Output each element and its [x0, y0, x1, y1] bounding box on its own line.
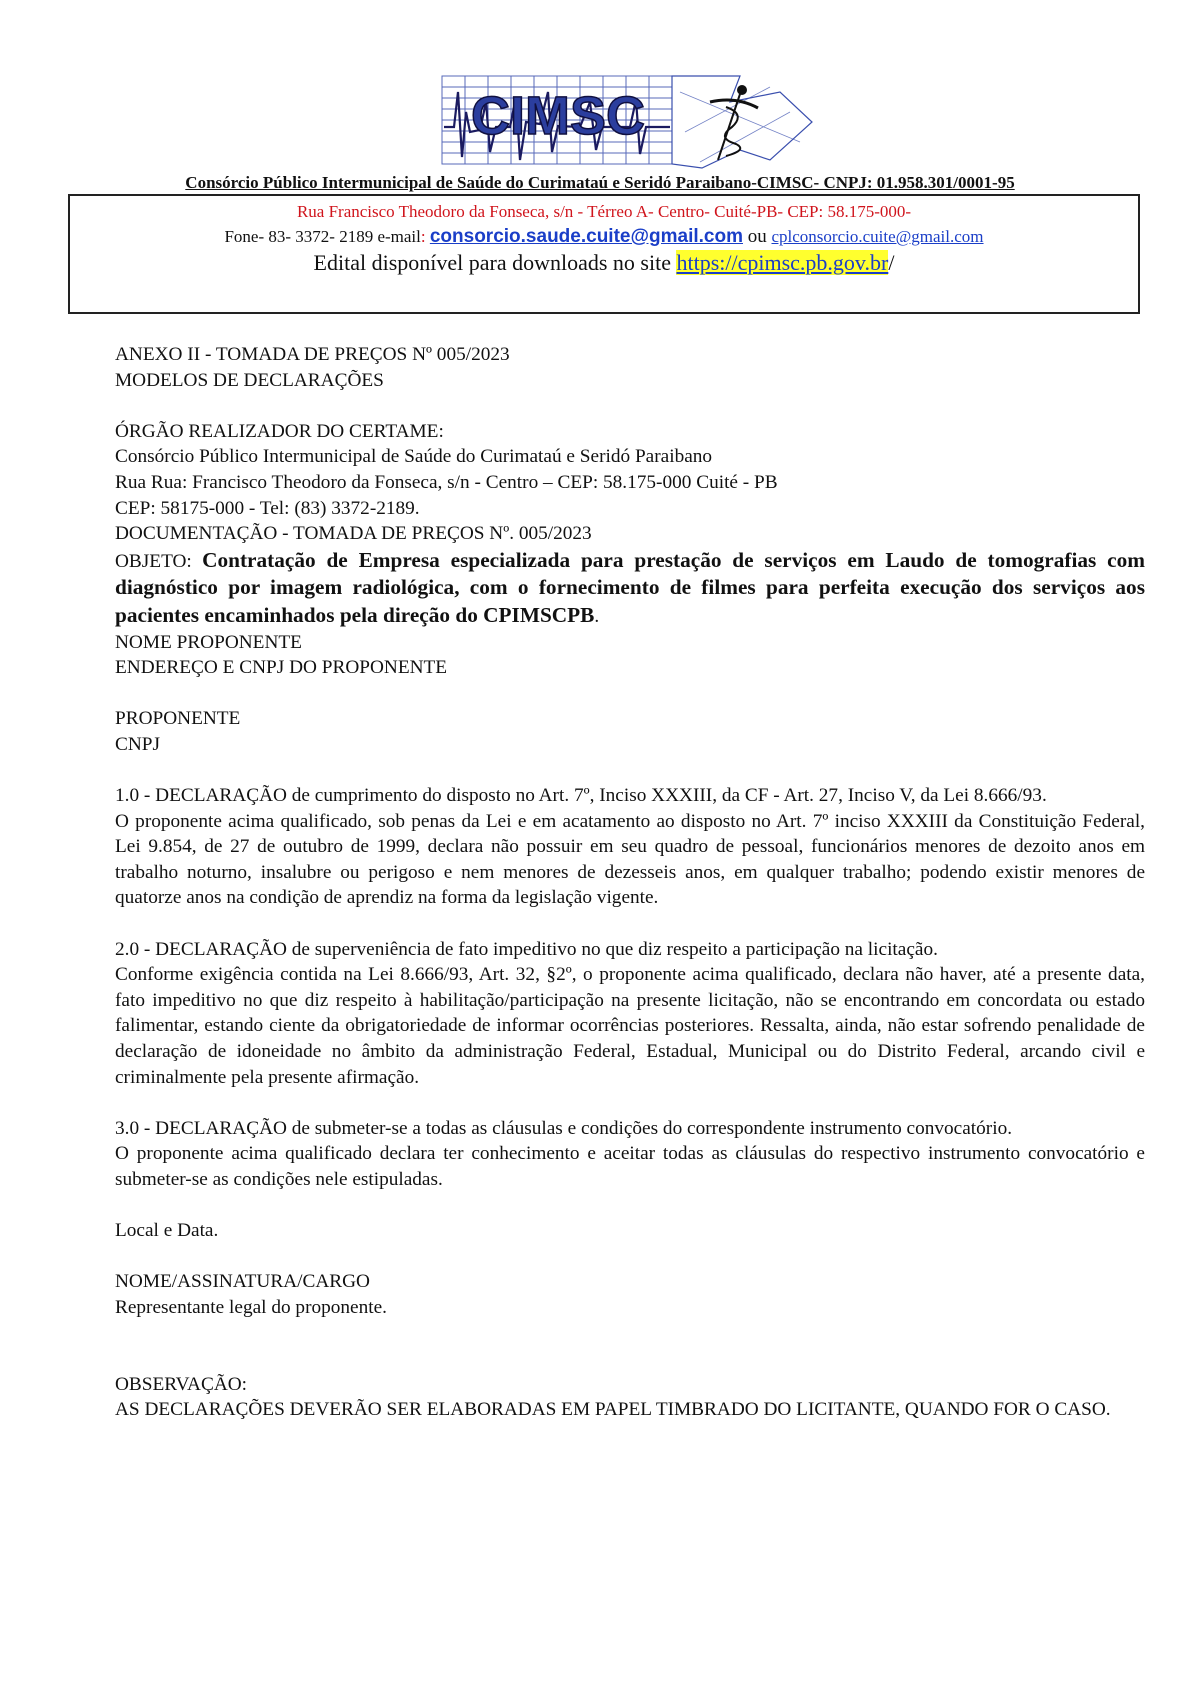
organ-label: ÓRGÃO REALIZADOR DO CERTAME: — [115, 420, 444, 442]
signature-role: Representante legal do proponente. — [115, 1296, 387, 1318]
email-secondary-link[interactable]: cplconsorcio.cuite@gmail.com — [771, 227, 984, 246]
endereco-cnpj: ENDEREÇO E CNPJ DO PROPONENTE — [115, 657, 448, 679]
edital-url-link[interactable]: https://cpimsc.pb.gov.br — [676, 250, 889, 275]
organ-address: Rua Rua: Francisco Theodoro da Fonseca, s/n - Centro – CEP: 58.175-000 Cuité - PB — [115, 471, 778, 493]
declaration-3-body: O proponente acima qualificado declara ter conhecimento e aceitar todas as cláusulas do respectivo instrumento convocatório e submeter-se as condições nele estipuladas. — [115, 1143, 1145, 1190]
edital-url-slash: / — [888, 250, 895, 275]
declaration-2-body: Conforme exigência contida na Lei 8.666/93, Art. 32, §2º, o proponente acima qualificado, declara não haver, até a presente data, fato impeditivo no que diz respeito à habilitação/participação na presente licitação, não se encontrando em concordata ou estado falimentar, estando ciente da obrigatoriedade de informar ocorrências posteriores. Ressalta, ainda, não estar sofrendo penalidade de declaração de idoneidade no âmbito da administração Federal, Estadual, Municipal ou do Distrito Federal, arcando civil e criminalmente pela presente afirmação. — [115, 964, 1145, 1088]
header-address: Rua Francisco Theodoro da Fonseca, s/n - Térreo A- Centro- Cuité-PB- CEP: 58.175-000- — [296, 202, 912, 221]
signature-label: NOME/ASSINATURA/CARGO — [115, 1271, 370, 1293]
objeto-end: . — [594, 605, 600, 627]
nome-proponente: NOME PROPONENTE — [115, 631, 302, 653]
objeto-text: Contratação de Empresa especializada para prestação de serviços em Laudo de tomografias com diagnóstico por imagem radiológica, com o fornecimento de filmes para perfeita execução dos serviços aos pacientes encaminhados pela direção do CPIMSCPB — [115, 547, 1145, 627]
logo-text: CIMSC — [471, 86, 645, 146]
declaration-3-title: 3.0 - DECLARAÇÃO de submeter-se a todas as cláusulas e condições do correspondente instrumento convocatório. — [115, 1117, 1013, 1139]
organization-header-line: Consórcio Público Intermunicipal de Saúde do Curimataú e Seridó Paraibano-CIMSC- CNPJ: 01.958.301/0001-95 — [185, 173, 1015, 192]
document-body — [115, 342, 1145, 1423]
cimsc-logo — [440, 72, 820, 172]
phone-text: Fone- 83- 3372- 2189 e-mail — [224, 227, 421, 246]
objeto-label: OBJETO: — [115, 550, 203, 572]
declaration-1-body: O proponente acima qualificado, sob penas da Lei e em acatamento ao disposto no Art. 7º inciso XXXIII da Constituição Federal, Lei 9.854, de 27 de outubro de 1999, declara não possuir em seu quadro de pessoal, funcionários menores de dezoito anos em trabalho noturno, insalubre ou perigoso e nem menores de dezesseis anos, em qualquer trabalho; podendo existir menores de quatorze anos na condição de aprendiz na forma da legislação vigente. — [115, 810, 1145, 909]
organ-cep-tel: CEP: 58175-000 - Tel: (83) 3372-2189. — [115, 497, 420, 519]
organ-name: Consórcio Público Intermunicipal de Saúde do Curimataú e Seridó Paraibano — [115, 446, 713, 468]
objeto-paragraph — [115, 547, 1145, 630]
annex-title: ANEXO II - TOMADA DE PREÇOS Nº 005/2023 — [115, 344, 510, 365]
models-title: MODELOS DE DECLARAÇÕES — [115, 369, 384, 391]
proponente-label: PROPONENTE — [115, 708, 241, 730]
phone-colon: : — [420, 227, 430, 246]
email-separator: ou — [742, 226, 772, 247]
cnpj-label: CNPJ — [115, 733, 161, 755]
observation-label: OBSERVAÇÃO: — [115, 1373, 248, 1395]
header-contact-line — [70, 226, 1138, 248]
edital-line — [70, 250, 1138, 276]
local-data: Local e Data. — [115, 1220, 219, 1242]
edital-text: Edital disponível para downloads no site — [313, 250, 677, 275]
contact-box — [68, 194, 1140, 314]
observation-text: AS DECLARAÇÕES DEVERÃO SER ELABORADAS EM PAPEL TIMBRADO DO LICITANTE, QUANDO FOR O CASO. — [115, 1399, 1111, 1421]
declaration-2-title: 2.0 - DECLARAÇÃO de superveniência de fato impeditivo no que diz respeito a participação na licitação. — [115, 938, 938, 960]
email-primary-link[interactable]: consorcio.saude.cuite@gmail.com — [429, 226, 743, 247]
documentation-title: DOCUMENTAÇÃO - TOMADA DE PREÇOS Nº. 005/2023 — [115, 523, 592, 545]
declaration-1-title: 1.0 - DECLARAÇÃO de cumprimento do disposto no Art. 7º, Inciso XXXIII, da CF - Art. 27, Inciso V, da Lei 8.666/93. — [115, 785, 1047, 807]
